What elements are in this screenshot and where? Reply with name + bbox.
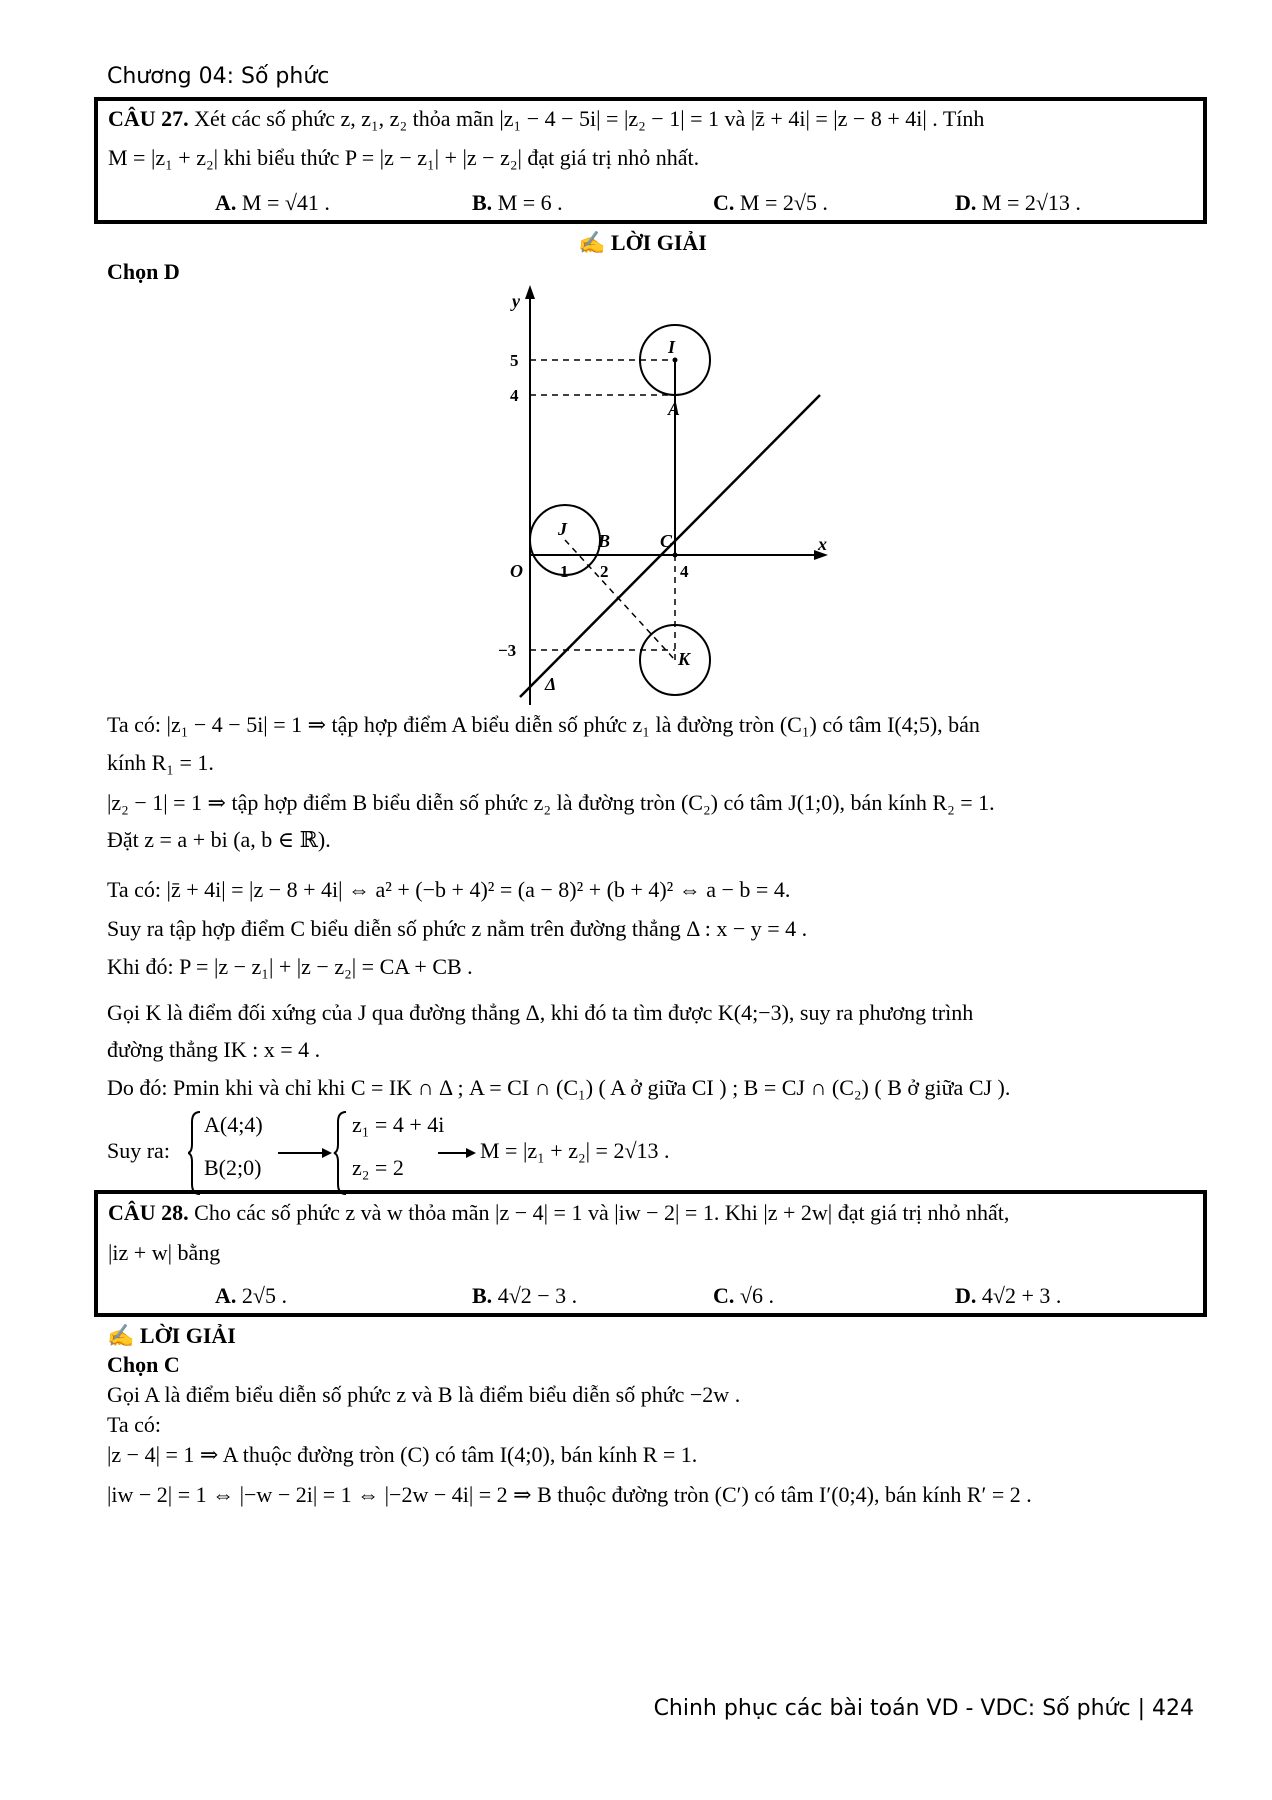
point-i — [673, 358, 678, 363]
sol28-line-3: |z − 4| = 1 ⇒ A thuộc đường tròn (C) có tâm I(4;0), bán kính R = 1. — [107, 1442, 698, 1467]
sol28-line-1: Gọi A là điểm biểu diễn số phức z và B là điểm biểu diễn số phức −2w . — [107, 1382, 741, 1407]
sol27-line-5: Ta có: |z̄ + 4i| = |z − 8 + 4i| ⇔ a² + (−b + 4)² = (a − 8)² + (b + 4)² ⇔ a − b = 4. — [107, 877, 791, 902]
q27-line2: M = |z₁ + z₂| khi biểu thức P = |z − z₁| + |z − z₂| đạt giá trị nhỏ nhất. — [108, 145, 700, 170]
option-label: D. — [955, 1283, 977, 1308]
option-text: 2√5 . — [241, 1283, 287, 1308]
option-text: M = 6 . — [497, 190, 563, 215]
y-arrow — [525, 285, 535, 299]
option-text: √6 . — [739, 1283, 774, 1308]
coordinate-graph — [480, 285, 840, 705]
sol27-line-1: Ta có: |z₁ − 4 − 5i| = 1 ⇒ tập hợp điểm A biểu diễn số phức z₁ là đường tròn (C₁) có tâm I(4;5), bán — [107, 712, 980, 737]
sol27-line-9: đường thẳng IK : x = 4 . — [107, 1037, 321, 1062]
option-text: M = 2√5 . — [739, 190, 828, 215]
q27-option-b — [472, 190, 563, 216]
chapter-name: Số phức — [241, 64, 330, 89]
q28-title: CÂU 28. — [108, 1200, 189, 1225]
label-o: O — [510, 561, 523, 581]
sol27-suy-ra: Suy ra: — [107, 1138, 170, 1163]
q28-option-b — [472, 1283, 577, 1309]
option-text: 4√2 − 3 . — [497, 1283, 578, 1308]
sol27-line-7: Khi đó: P = |z − z₁| + |z − z₂| = CA + CB . — [107, 954, 473, 979]
label-c: C — [660, 531, 673, 551]
sol27-line-4: Đặt z = a + bi (a, b ∈ ℝ). — [107, 827, 331, 852]
solution-28-choice: Chọn C — [107, 1352, 180, 1377]
q27-option-d — [955, 190, 1081, 216]
solution-27-choice: Chọn D — [107, 259, 180, 284]
q27-text1: Xét các số phức z, z₁, z₂ thỏa mãn |z₁ − 4 − 5i| = |z₂ − 1| = 1 và |z̄ + 4i| = |z − 8 + 4i| . Tính — [194, 106, 985, 131]
sol27-line-8: Gọi K là điểm đối xứng của J qua đường thẳng Δ, khi đó ta tìm được K(4;−3), suy ra phương trình — [107, 1000, 974, 1025]
page-number: 424 — [1152, 1696, 1194, 1721]
label-i: I — [668, 337, 676, 357]
option-text: M = √41 . — [241, 190, 330, 215]
point-c — [673, 553, 678, 558]
q28-option-d — [955, 1283, 1061, 1309]
q28-option-c — [713, 1283, 774, 1309]
tick-5: 5 — [510, 351, 519, 370]
tick-4: 4 — [510, 386, 519, 405]
sol28-line-2: Ta có: — [107, 1412, 162, 1437]
label-a: A — [668, 399, 681, 419]
q27-title: CÂU 27. — [108, 106, 189, 131]
page-footer — [654, 1696, 1194, 1721]
sol27-z2: z₂ = 2 — [352, 1155, 404, 1180]
q27-option-a — [215, 190, 330, 216]
sol28-line-4: |iw − 2| = 1 ⇔ |−w − 2i| = 1 ⇔ |−2w − 4i| = 2 ⇒ B thuộc đường tròn (C′) có tâm I′(0;4), bán kính R′ = 2 . — [107, 1482, 1032, 1507]
q27-line1 — [108, 106, 984, 132]
sol27-point-a: A(4;4) — [204, 1112, 263, 1137]
sol27-line-2: kính R₁ = 1. — [107, 750, 214, 775]
option-label: A. — [215, 190, 237, 215]
sol27-result: M = |z₁ + z₂| = 2√13 . — [480, 1138, 670, 1163]
sol27-z1: z₁ = 4 + 4i — [352, 1112, 445, 1137]
label-k: K — [678, 649, 691, 669]
option-label: D. — [955, 190, 977, 215]
option-label: C. — [713, 1283, 735, 1308]
chapter-header — [107, 64, 329, 89]
label-b: B — [598, 531, 611, 551]
option-label: B. — [472, 1283, 493, 1308]
q28-line2: |iz + w| bằng — [108, 1240, 221, 1265]
solution-27-heading: ✍ LỜI GIẢI — [578, 230, 707, 255]
q28-option-a — [215, 1283, 287, 1309]
chapter-label: Chương 04: — [107, 64, 235, 89]
tick-1: 1 — [560, 562, 569, 581]
label-j: J — [558, 519, 567, 539]
sol27-line-3: |z₂ − 1| = 1 ⇒ tập hợp điểm B biểu diễn số phức z₂ là đường tròn (C₂) có tâm J(1;0), bán kính R₂ = 1. — [107, 790, 995, 815]
tick-x4: 4 — [680, 562, 689, 581]
option-label: A. — [215, 1283, 237, 1308]
q28-text1: Cho các số phức z và w thỏa mãn |z − 4| = 1 và |iw − 2| = 1. Khi |z + 2w| đạt giá trị nhỏ nhất, — [194, 1200, 1010, 1225]
footer-topic: Số phức — [1042, 1696, 1131, 1721]
tick-minus3: −3 — [498, 641, 517, 660]
sol27-point-b: B(2;0) — [204, 1155, 262, 1180]
sol27-line-10: Do đó: Pmin khi và chỉ khi C = IK ∩ Δ ; A = CI ∩ (C₁) ( A ở giữa CI ) ; B = CJ ∩ (C₂) ( B ở giữa CJ ). — [107, 1075, 1011, 1100]
label-x: x — [818, 534, 827, 554]
option-label: B. — [472, 190, 493, 215]
tick-2: 2 — [600, 562, 609, 581]
footer-separator: | — [1137, 1696, 1145, 1721]
footer-text: Chinh phục các bài toán VD - VDC: — [653, 1696, 1036, 1721]
sol27-line-6: Suy ra tập hợp điểm C biểu diễn số phức z nằm trên đường thẳng Δ : x − y = 4 . — [107, 916, 808, 941]
solution-28-heading: ✍ LỜI GIẢI — [107, 1323, 236, 1348]
option-text: M = 2√13 . — [981, 190, 1081, 215]
q27-option-c — [713, 190, 828, 216]
option-label: C. — [713, 190, 735, 215]
label-delta: Δ — [545, 674, 557, 694]
option-text: 4√2 + 3 . — [981, 1283, 1062, 1308]
label-y: y — [512, 291, 520, 311]
q28-line1 — [108, 1200, 1009, 1226]
